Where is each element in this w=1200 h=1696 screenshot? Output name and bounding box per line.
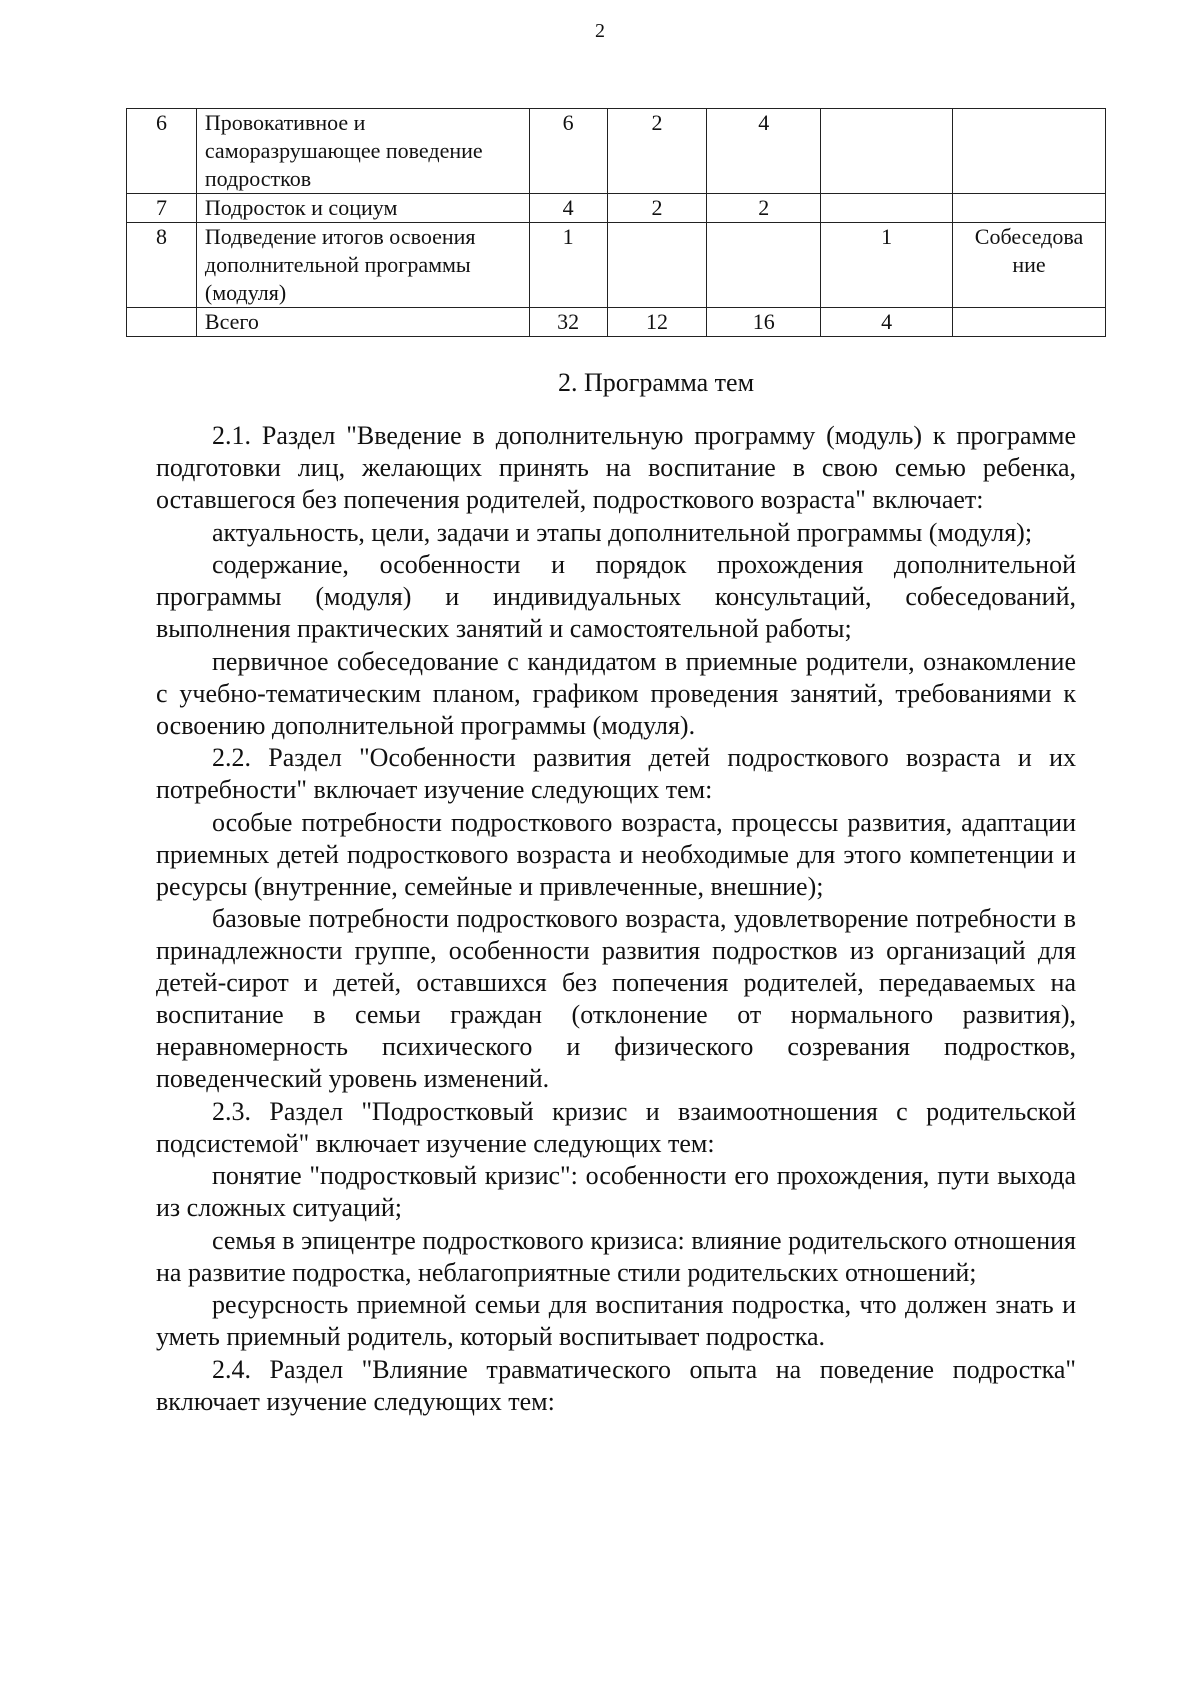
table-cell-name: Подросток и социум [196, 194, 529, 223]
table-cell-lectures: 2 [607, 109, 707, 194]
table-cell-num: 8 [127, 223, 197, 308]
table-cell-form [953, 194, 1106, 223]
table-cell-lectures [607, 223, 707, 308]
table-cell-form [953, 308, 1106, 337]
table-cell-total: 6 [529, 109, 607, 194]
paragraph: 2.4. Раздел "Влияние травматического опыта на поведение подростка" включает изучение следующих тем: [156, 1354, 1076, 1416]
table-cell-num [127, 308, 197, 337]
table-cell-practice: 4 [707, 109, 821, 194]
table-cell-num: 6 [127, 109, 197, 194]
table-cell-name: Всего [196, 308, 529, 337]
body-text [156, 420, 1076, 1418]
table-cell-name: Провокативное и саморазрушающее поведение подростков [196, 109, 529, 194]
table-cell-consult: 4 [821, 308, 953, 337]
curriculum-table [126, 108, 1106, 337]
table-row [127, 223, 1106, 308]
paragraph: актуальность, цели, задачи и этапы дополнительной программы (модуля); [212, 517, 1033, 547]
table-row [127, 194, 1106, 223]
table-cell-practice: 16 [707, 308, 821, 337]
paragraph: особые потребности подросткового возраста, процессы развития, адаптации приемных детей подросткового возраста и необходимые для этого компетенции и ресурсы (внутренние, семейные и привлеченные, внешние); [156, 807, 1076, 901]
paragraph: семья в эпицентре подросткового кризиса: влияние родительского отношения на развитие подростка, неблагоприятные стили родительских отношений; [156, 1225, 1076, 1287]
table-row [127, 308, 1106, 337]
paragraph: 2.3. Раздел "Подростковый кризис и взаимоотношения с родительской подсистемой" включает изучение следующих тем: [156, 1096, 1076, 1158]
page-number: 2 [595, 20, 605, 42]
paragraph: содержание, особенности и порядок прохождения дополнительной программы (модуля) и индивидуальных консультаций, собеседований, выполнения практических занятий и самостоятельной работы; [156, 550, 1076, 643]
table-row [127, 109, 1106, 194]
table-cell-form [953, 109, 1106, 194]
section-title: 2. Программа тем [557, 368, 755, 397]
table-cell-consult [821, 194, 953, 223]
table-cell-practice: 2 [707, 194, 821, 223]
paragraph: 2.2. Раздел "Особенности развития детей подросткового возраста и их потребности" включает изучение следующих тем: [156, 743, 1076, 804]
table-cell-lectures: 2 [607, 194, 707, 223]
table-cell-total: 1 [529, 223, 607, 308]
table-cell-form: Собеседова ние [953, 223, 1106, 308]
paragraph: понятие "подростковый кризис": особенности его прохождения, пути выхода из сложных ситуаций; [156, 1161, 1076, 1222]
paragraph: первичное собеседование с кандидатом в приемные родители, ознакомление с учебно-тематическим планом, графиком проведения занятий, требованиями к освоению дополнительной программы (модуля). [156, 646, 1076, 740]
table-cell-num: 7 [127, 194, 197, 223]
paragraph: 2.1. Раздел "Введение в дополнительную программу (модуль) к программе подготовки лиц, желающих принять на воспитание в свою семью ребенка, оставшегося без попечения родителей, подросткового возраста" включает: [156, 421, 1076, 514]
paragraph: базовые потребности подросткового возраста, удовлетворение потребности в принадлежности группе, особенности развития подростков из организаций для детей-сирот и детей, оставшихся без попечения родителей, передаваемых на воспитание в семьи граждан (отклонение от нормального развития), неравномерность психического и физического созревания подростков, поведенческий уровень изменений. [156, 904, 1076, 1093]
table-cell-practice [707, 223, 821, 308]
table-cell-total: 32 [529, 308, 607, 337]
table-cell-consult [821, 109, 953, 194]
table-cell-consult: 1 [821, 223, 953, 308]
paragraph: ресурсность приемной семьи для воспитания подростка, что должен знать и уметь приемный родитель, который воспитывает подростка. [156, 1290, 1076, 1351]
table-cell-total: 4 [529, 194, 607, 223]
table-cell-name: Подведение итогов освоения дополнительной программы (модуля) [196, 223, 529, 308]
table-cell-lectures: 12 [607, 308, 707, 337]
